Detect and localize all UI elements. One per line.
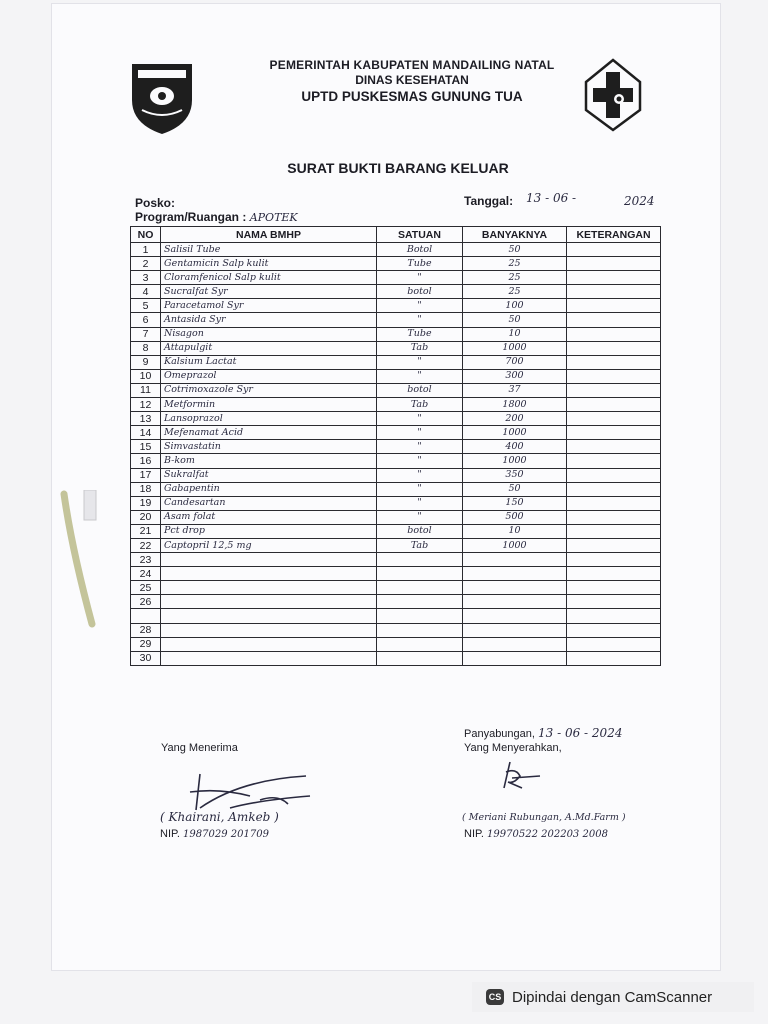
cell-satuan xyxy=(377,637,463,651)
cell-satuan xyxy=(377,567,463,581)
cell-nama-bmhp: Pct drop xyxy=(161,524,377,538)
cell-satuan: " xyxy=(377,496,463,510)
cell-banyaknya: 50 xyxy=(463,243,567,257)
cell-nama-bmhp: Attapulgit xyxy=(161,341,377,355)
table-row xyxy=(131,313,661,327)
cell-banyaknya: 1000 xyxy=(463,538,567,552)
column-header-banyaknya: BANYAKNYA xyxy=(463,227,567,243)
cell-keterangan xyxy=(567,412,661,426)
letterhead xyxy=(230,58,594,104)
cell-banyaknya xyxy=(463,609,567,623)
table-row xyxy=(131,637,661,651)
cell-nama-bmhp: Simvastatin xyxy=(161,440,377,454)
column-header-nama: NAMA BMHP xyxy=(161,227,377,243)
cell-keterangan xyxy=(567,327,661,341)
cell-satuan: botol xyxy=(377,524,463,538)
cell-no: 14 xyxy=(131,426,161,440)
table-row xyxy=(131,383,661,397)
cell-no: 16 xyxy=(131,454,161,468)
cell-satuan: " xyxy=(377,271,463,285)
cell-nama-bmhp: Captopril 12,5 mg xyxy=(161,538,377,552)
cell-nama-bmhp: Salisil Tube xyxy=(161,243,377,257)
cell-nama-bmhp: Sucralfat Syr xyxy=(161,285,377,299)
cell-satuan xyxy=(377,651,463,665)
table-row xyxy=(131,440,661,454)
cell-nama-bmhp xyxy=(161,595,377,609)
column-header-satuan: SATUAN xyxy=(377,227,463,243)
cell-keterangan xyxy=(567,440,661,454)
cell-keterangan xyxy=(567,454,661,468)
cell-nama-bmhp xyxy=(161,609,377,623)
cell-keterangan xyxy=(567,496,661,510)
cell-nama-bmhp xyxy=(161,581,377,595)
cell-nama-bmhp: Candesartan xyxy=(161,496,377,510)
cell-banyaknya: 100 xyxy=(463,299,567,313)
giver-nip-label: NIP. xyxy=(464,828,484,840)
letterhead-unit: UPTD PUSKESMAS GUNUNG TUA xyxy=(301,89,523,104)
column-header-no: NO xyxy=(131,227,161,243)
cell-no: 28 xyxy=(131,623,161,637)
giver-signature xyxy=(496,758,546,798)
table-row xyxy=(131,355,661,369)
cell-satuan xyxy=(377,595,463,609)
cell-no: 18 xyxy=(131,482,161,496)
cell-banyaknya xyxy=(463,595,567,609)
cell-no: 3 xyxy=(131,271,161,285)
cell-nama-bmhp: Mefenamat Acid xyxy=(161,426,377,440)
cell-no: 25 xyxy=(131,581,161,595)
cell-banyaknya: 50 xyxy=(463,313,567,327)
cell-nama-bmhp xyxy=(161,651,377,665)
cell-nama-bmhp xyxy=(161,567,377,581)
cell-no: 15 xyxy=(131,440,161,454)
cell-no: 2 xyxy=(131,257,161,271)
cell-keterangan xyxy=(567,567,661,581)
table-row xyxy=(131,398,661,412)
cell-keterangan xyxy=(567,468,661,482)
cell-keterangan xyxy=(567,609,661,623)
table-row xyxy=(131,369,661,383)
giver-nip-value: 19970522 202203 2008 xyxy=(487,829,608,840)
cell-no: 4 xyxy=(131,285,161,299)
cell-satuan: Tube xyxy=(377,327,463,341)
cell-nama-bmhp: B-kom xyxy=(161,454,377,468)
place-date-label: Panyabungan, xyxy=(464,728,535,740)
cell-keterangan xyxy=(567,637,661,651)
cell-no xyxy=(131,609,161,623)
cell-nama-bmhp: Gabapentin xyxy=(161,482,377,496)
letterhead-department: DINAS KESEHATAN xyxy=(355,73,469,87)
cell-no: 29 xyxy=(131,637,161,651)
place-date xyxy=(464,726,622,740)
cell-banyaknya: 300 xyxy=(463,369,567,383)
cell-no: 26 xyxy=(131,595,161,609)
cell-nama-bmhp: Nisagon xyxy=(161,327,377,341)
cell-keterangan xyxy=(567,299,661,313)
cell-satuan: Tab xyxy=(377,398,463,412)
table-row xyxy=(131,299,661,313)
cell-nama-bmhp: Sukralfat xyxy=(161,468,377,482)
table-row xyxy=(131,538,661,552)
camscanner-watermark xyxy=(472,982,754,1012)
cell-banyaknya: 200 xyxy=(463,412,567,426)
cell-no: 5 xyxy=(131,299,161,313)
table-row xyxy=(131,426,661,440)
table-row xyxy=(131,243,661,257)
table-row xyxy=(131,651,661,665)
table-row xyxy=(131,482,661,496)
cell-no: 11 xyxy=(131,383,161,397)
table-row xyxy=(131,609,661,623)
cell-banyaknya: 400 xyxy=(463,440,567,454)
giver-label: Yang Menyerahkan, xyxy=(464,742,562,754)
cell-no: 24 xyxy=(131,567,161,581)
cell-nama-bmhp: Gentamicin Salp kulit xyxy=(161,257,377,271)
posko-label: Posko: xyxy=(135,196,176,210)
cell-satuan: Tube xyxy=(377,257,463,271)
cell-banyaknya: 25 xyxy=(463,285,567,299)
cell-banyaknya xyxy=(463,567,567,581)
program-line xyxy=(135,210,298,224)
cell-no: 23 xyxy=(131,553,161,567)
cell-keterangan xyxy=(567,271,661,285)
cell-nama-bmhp: Omeprazol xyxy=(161,369,377,383)
cell-keterangan xyxy=(567,595,661,609)
document-title: SURAT BUKTI BARANG KELUAR xyxy=(287,160,509,176)
tanggal-value: 13 - 06 - xyxy=(526,191,577,205)
cell-keterangan xyxy=(567,341,661,355)
cell-no: 10 xyxy=(131,369,161,383)
cell-satuan: " xyxy=(377,369,463,383)
cell-banyaknya: 25 xyxy=(463,271,567,285)
cell-banyaknya: 37 xyxy=(463,383,567,397)
table-body xyxy=(131,243,661,666)
cell-banyaknya xyxy=(463,651,567,665)
cell-banyaknya: 1800 xyxy=(463,398,567,412)
table-row xyxy=(131,524,661,538)
cell-no: 21 xyxy=(131,524,161,538)
cell-keterangan xyxy=(567,623,661,637)
cell-nama-bmhp: Asam folat xyxy=(161,510,377,524)
cell-satuan: " xyxy=(377,482,463,496)
table-row xyxy=(131,567,661,581)
receiver-name: ( Khairani, Amkeb ) xyxy=(160,810,279,824)
table-row xyxy=(131,468,661,482)
tanggal-label: Tanggal: xyxy=(464,194,514,208)
cell-no: 9 xyxy=(131,355,161,369)
cell-banyaknya: 700 xyxy=(463,355,567,369)
cell-satuan xyxy=(377,623,463,637)
cell-nama-bmhp: Cloramfenicol Salp kulit xyxy=(161,271,377,285)
cell-banyaknya xyxy=(463,637,567,651)
cell-banyaknya xyxy=(463,553,567,567)
cell-keterangan xyxy=(567,553,661,567)
cell-satuan: " xyxy=(377,454,463,468)
cell-satuan: " xyxy=(377,468,463,482)
table-row xyxy=(131,595,661,609)
program-value: APOTEK xyxy=(249,211,298,224)
cell-satuan: botol xyxy=(377,285,463,299)
cell-no: 20 xyxy=(131,510,161,524)
cell-satuan: " xyxy=(377,355,463,369)
receiver-nip-label: NIP. xyxy=(160,828,180,840)
table-row xyxy=(131,341,661,355)
cell-satuan: Tab xyxy=(377,538,463,552)
cell-no: 12 xyxy=(131,398,161,412)
receiver-nip xyxy=(160,828,269,840)
cell-keterangan xyxy=(567,426,661,440)
cell-keterangan xyxy=(567,398,661,412)
table-row xyxy=(131,271,661,285)
table-row xyxy=(131,496,661,510)
cell-keterangan xyxy=(567,257,661,271)
cell-no: 6 xyxy=(131,313,161,327)
cell-no: 13 xyxy=(131,412,161,426)
cell-keterangan xyxy=(567,313,661,327)
giver-nip xyxy=(464,828,608,840)
cell-satuan: " xyxy=(377,510,463,524)
giver-name: ( Meriani Rubungan, A.Md.Farm ) xyxy=(462,812,626,823)
camscanner-text: Dipindai dengan CamScanner xyxy=(512,988,713,1006)
cell-keterangan xyxy=(567,510,661,524)
letterhead-government: PEMERINTAH KABUPATEN MANDAILING NATAL xyxy=(269,58,555,72)
table-row xyxy=(131,510,661,524)
table-row xyxy=(131,285,661,299)
binder-clip-image xyxy=(58,490,98,630)
cell-keterangan xyxy=(567,538,661,552)
cell-banyaknya: 1000 xyxy=(463,426,567,440)
cell-keterangan xyxy=(567,369,661,383)
cell-nama-bmhp: Cotrimoxazole Syr xyxy=(161,383,377,397)
cell-satuan xyxy=(377,553,463,567)
cell-satuan xyxy=(377,581,463,595)
cell-banyaknya: 1000 xyxy=(463,341,567,355)
cell-no: 8 xyxy=(131,341,161,355)
table-row xyxy=(131,257,661,271)
cell-banyaknya: 500 xyxy=(463,510,567,524)
cell-satuan: Tab xyxy=(377,341,463,355)
cell-keterangan xyxy=(567,285,661,299)
cell-keterangan xyxy=(567,355,661,369)
cell-satuan: Botol xyxy=(377,243,463,257)
regency-emblem-logo xyxy=(128,58,196,136)
cell-keterangan xyxy=(567,243,661,257)
cell-nama-bmhp xyxy=(161,637,377,651)
cell-banyaknya xyxy=(463,581,567,595)
items-table xyxy=(130,226,661,666)
table-row xyxy=(131,553,661,567)
table-row xyxy=(131,581,661,595)
receiver-label: Yang Menerima xyxy=(161,742,238,754)
receiver-nip-value: 1987029 201709 xyxy=(183,829,269,840)
program-label: Program/Ruangan : xyxy=(135,210,247,224)
cell-satuan: " xyxy=(377,426,463,440)
cell-banyaknya: 350 xyxy=(463,468,567,482)
cell-satuan: " xyxy=(377,313,463,327)
table-row xyxy=(131,327,661,341)
cell-no: 7 xyxy=(131,327,161,341)
table-row xyxy=(131,412,661,426)
cell-keterangan xyxy=(567,482,661,496)
cell-nama-bmhp: Metformin xyxy=(161,398,377,412)
camscanner-logo-icon: CS xyxy=(486,989,504,1005)
cell-nama-bmhp: Kalsium Lactat xyxy=(161,355,377,369)
cell-no: 22 xyxy=(131,538,161,552)
cell-keterangan xyxy=(567,651,661,665)
cell-nama-bmhp: Antasida Syr xyxy=(161,313,377,327)
cell-no: 17 xyxy=(131,468,161,482)
cell-nama-bmhp: Paracetamol Syr xyxy=(161,299,377,313)
cell-satuan: " xyxy=(377,440,463,454)
cell-banyaknya: 25 xyxy=(463,257,567,271)
cell-nama-bmhp: Lansoprazol xyxy=(161,412,377,426)
cell-satuan: " xyxy=(377,412,463,426)
cell-banyaknya: 1000 xyxy=(463,454,567,468)
table-row xyxy=(131,454,661,468)
cell-satuan: " xyxy=(377,299,463,313)
cell-keterangan xyxy=(567,383,661,397)
place-date-value: 13 - 06 - 2024 xyxy=(538,726,623,740)
cell-no: 19 xyxy=(131,496,161,510)
cell-nama-bmhp xyxy=(161,623,377,637)
table-header-row xyxy=(131,227,661,243)
cell-keterangan xyxy=(567,524,661,538)
cell-nama-bmhp xyxy=(161,553,377,567)
table-row xyxy=(131,623,661,637)
cell-keterangan xyxy=(567,581,661,595)
cell-no: 1 xyxy=(131,243,161,257)
cell-banyaknya xyxy=(463,623,567,637)
cell-banyaknya: 50 xyxy=(463,482,567,496)
tanggal-year: 2024 xyxy=(624,194,655,208)
cell-banyaknya: 10 xyxy=(463,327,567,341)
cell-satuan xyxy=(377,609,463,623)
cell-satuan: botol xyxy=(377,383,463,397)
cell-no: 30 xyxy=(131,651,161,665)
cell-banyaknya: 150 xyxy=(463,496,567,510)
cell-banyaknya: 10 xyxy=(463,524,567,538)
column-header-keterangan: KETERANGAN xyxy=(567,227,661,243)
